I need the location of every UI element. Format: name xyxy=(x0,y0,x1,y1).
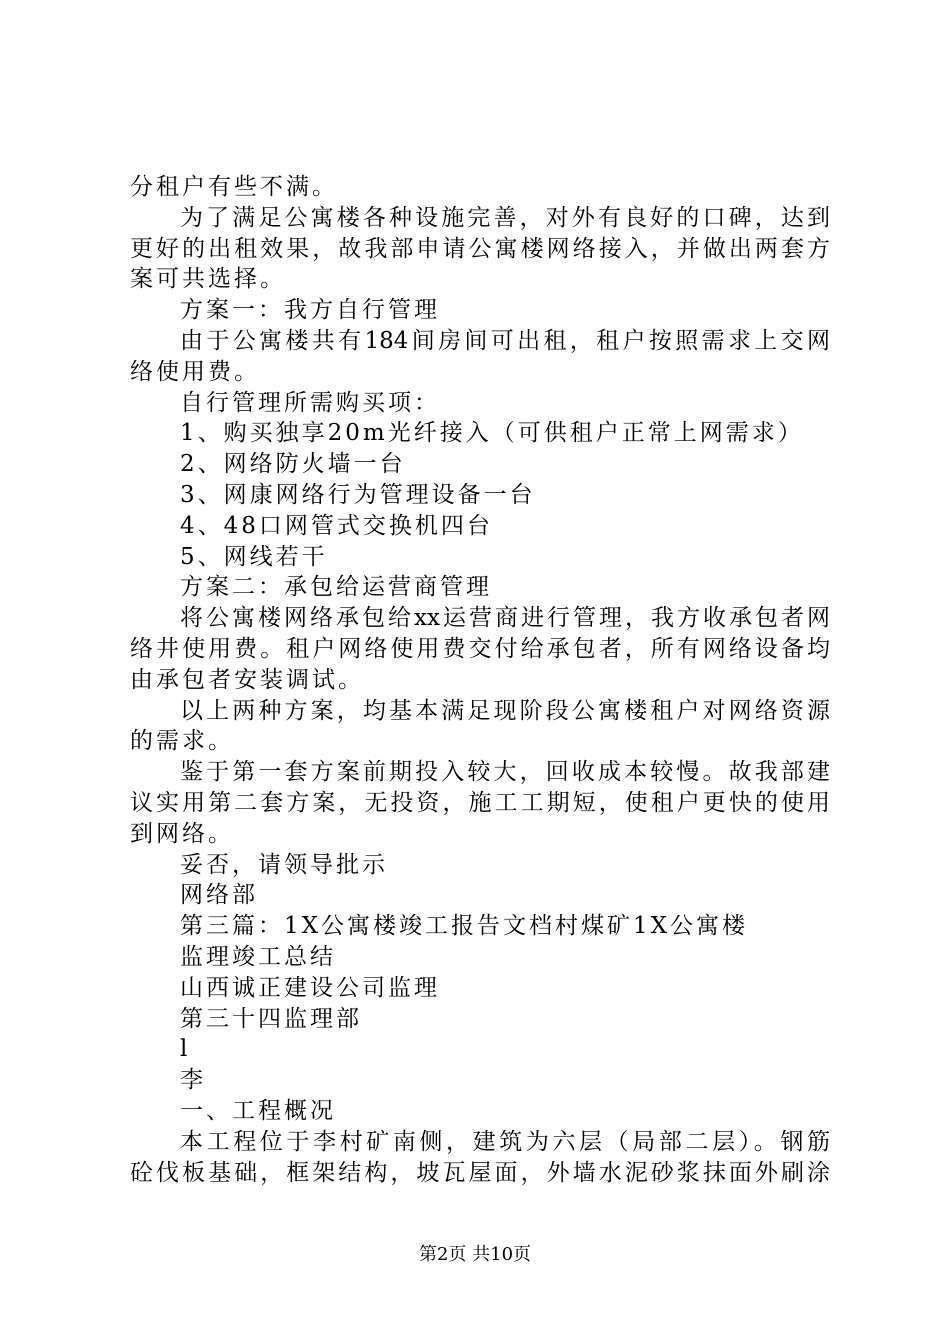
text-line: 议实用第二套方案，无投资，施工工期短，使租户更快的使用 xyxy=(130,789,830,816)
text-line: 到网络。 xyxy=(130,820,234,847)
text-line: 自行管理所需购买项： xyxy=(180,389,440,416)
text-line: 第三篇：1X公寓楼竣工报告文档村煤矿1X公寓楼 xyxy=(180,913,749,940)
text-line: 案可共选择。 xyxy=(130,266,286,293)
text-line: 由承包者安装调试。 xyxy=(130,666,364,693)
text-line: 监理竣工总结 xyxy=(180,943,336,970)
text-line: l xyxy=(180,1036,191,1063)
text-line: 以上两种方案，均基本满足现阶段公寓楼租户对网络资源 xyxy=(180,697,830,724)
text-line: 将公寓楼网络承包给xx运营商进行管理，我方收承包者网 xyxy=(180,605,830,632)
text-line: 方案一：我方自行管理 xyxy=(180,297,440,324)
text-line: 4、48口网管式交换机四台 xyxy=(180,512,493,539)
text-line: 更好的出租效果，故我部申请公寓楼网络接入，并做出两套方 xyxy=(130,235,830,262)
text-line: 1、购买独享20m光纤接入（可供租户正常上网需求） xyxy=(180,420,804,447)
text-line: 网络部 xyxy=(180,882,258,909)
text-line: 络使用费。 xyxy=(130,358,260,385)
text-line: 络井使用费。租户网络使用费交付给承包者，所有网络设备均 xyxy=(130,635,830,662)
text-line: 方案二：承包给运营商管理 xyxy=(180,574,492,601)
text-line: 山西诚正建设公司监理 xyxy=(180,974,440,1001)
document-body xyxy=(130,172,830,1188)
text-line: 由于公寓楼共有184间房间可出租，租户按照需求上交网 xyxy=(180,327,830,354)
text-line: 分租户有些不满。 xyxy=(130,174,338,200)
text-line: 鉴于第一套方案前期投入较大，回收成本较慢。故我部建 xyxy=(180,759,830,786)
text-line: 本工程位于李村矿南侧，建筑为六层（局部二层）。钢筋 xyxy=(180,1128,830,1155)
text-line: 2、网络防火墙一台 xyxy=(180,451,406,478)
text-line: 一、工程概况 xyxy=(180,1097,336,1124)
text-line: 3、网康网络行为管理设备一台 xyxy=(180,481,536,508)
page-footer: 第2页 共10页 xyxy=(418,1244,532,1265)
text-line: 5、网线若干 xyxy=(180,543,328,570)
text-line: 李 xyxy=(180,1067,206,1094)
text-line: 为了满足公寓楼各种设施完善，对外有良好的口碑，达到 xyxy=(180,204,830,231)
text-line: 砼伐板基础，框架结构，坡瓦屋面，外墙水泥砂浆抹面外刷涂 xyxy=(130,1159,830,1186)
text-line: 第三十四监理部 xyxy=(180,1005,362,1032)
text-line: 妥否，请领导批示 xyxy=(180,851,388,878)
text-line: 的需求。 xyxy=(130,728,234,755)
